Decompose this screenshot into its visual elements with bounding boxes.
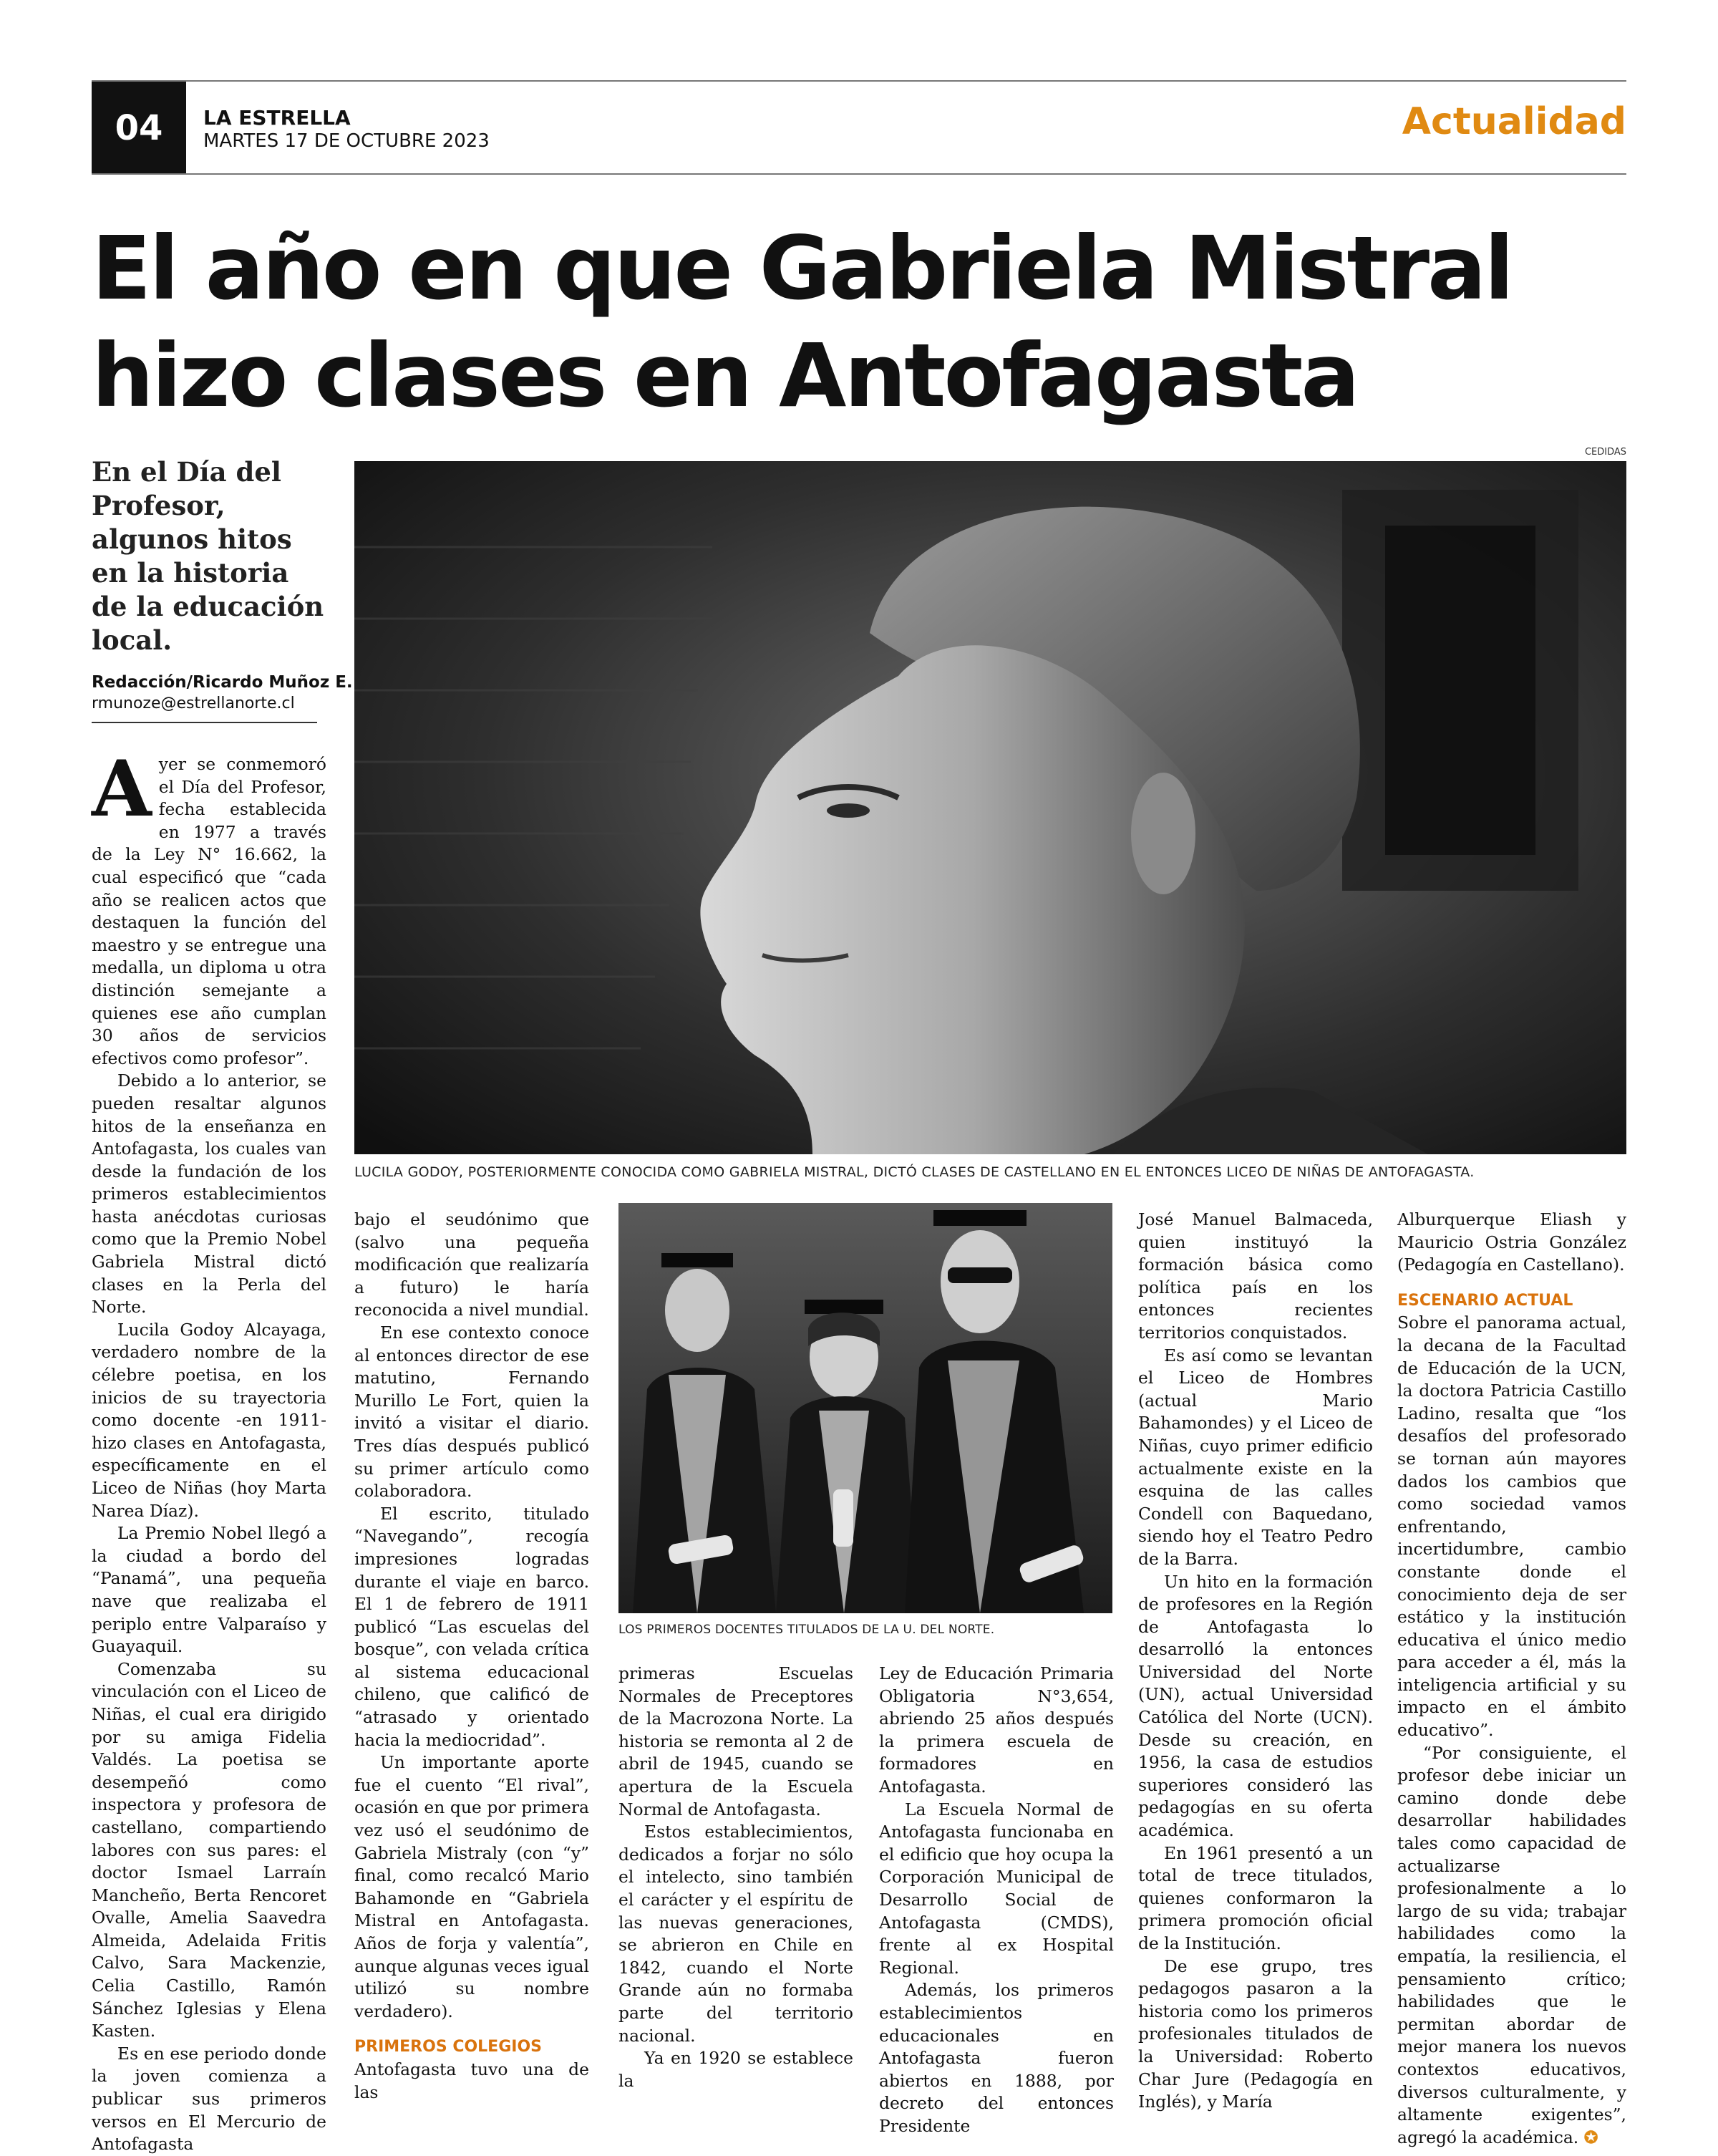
article-column-1 xyxy=(92,744,326,2156)
paragraph: Ya en 1920 se establece la xyxy=(618,2048,853,2091)
photo-credit: CEDIDAS xyxy=(1584,447,1626,458)
paper-date: MARTES 17 DE OCTUBRE 2023 xyxy=(203,130,490,152)
author-email: rmunoze@estrellanorte.cl xyxy=(92,695,295,712)
headline-line-2: hizo clases en Antofagasta xyxy=(92,325,1358,427)
paragraph: Antofagasta tuvo una de las xyxy=(354,2059,589,2102)
paragraph: Lucila Godoy Alcayaga, verdadero nombre de la célebre poetisa, en los inicios de su trayectoria como docente -en 1911- hizo clases en Antofagasta, específicamente en el Liceo de Niñas (hoy Marta Narea Díaz). xyxy=(92,1319,326,1521)
graduation-photo-caption: LOS PRIMEROS DOCENTES TITULADOS DE LA U. DEL NORTE. xyxy=(618,1623,995,1637)
paragraph: Estos establecimientos, dedicados a forjar no sólo el intelecto, sino también el carácter y el espíritu de las nuevas generaciones, se abrieron en Chile en 1842, cuando el Norte Grande aún no formaba parte del territorio nacional. xyxy=(618,1822,853,2046)
paragraph: Ley de Educación Primaria Obligatoria N°3,654, abriendo 25 años después la primera escuela de formadores en Antofagasta. xyxy=(879,1663,1114,1797)
paragraph: Sobre el panorama actual, la decana de la Facultad de Educación de la UCN, la doctora Patricia Castillo Ladino, resalta que “los desafíos del profesorado se tornan aún mayores dados los cambios que como sociedad vamos enfrentando, incertidumbre, cambio constante donde el conocimiento deja de ser estático y la institución educativa el único medio para acceder a él, más la inteligencia artificial y su impacto en el ámbito educativo”. xyxy=(1397,1313,1626,1741)
headline xyxy=(92,215,1626,430)
subsection-heading-escenario-actual: ESCENARIO ACTUAL xyxy=(1397,1291,1573,1310)
paragraph: yer se conmemoró el Día del Profesor, fecha establecida en 1977 a través de la Ley N° 16.662, la cual especificó que “cada año se realicen actos que destaquen la función del maestro y se entregue una medalla, un diploma u otra distinción semejante a quienes ese año cumplan 30 años de servicios efectivos como profesor”. xyxy=(92,754,326,1068)
top-rule xyxy=(92,80,1626,82)
paragraph: José Manuel Balmaceda, quien instituyó la formación básica como política país en los entonces recientes territorios conquistados. xyxy=(1138,1209,1373,1343)
graduation-illustration xyxy=(618,1203,1112,1613)
paragraph: La Escuela Normal de Antofagasta funcionaba en el edificio que hoy ocupa la Corporación Municipal de Desarrollo Social de Antofagasta (CMDS), frente al ex Hospital Regional. xyxy=(879,1799,1114,1978)
graduation-photo xyxy=(618,1203,1112,1613)
paper-name: LA ESTRELLA xyxy=(203,106,351,130)
paragraph: La Premio Nobel llegó a la ciudad a bordo del “Panamá”, una pequeña nave que realizaba el periplo entre Valparaíso y Guayaquil. xyxy=(92,1523,326,1657)
paragraph: El escrito, titulado “Navegando”, recogía impresiones logradas durante el viaje en barco. El 1 de febrero de 1911 publicó “Las escuelas del bosque”, con velada crítica al sistema educacional chileno, que calificó de “atrasado y orientado hacia la mediocridad”. xyxy=(354,1503,589,1750)
article-column-5 xyxy=(1138,1209,1373,2114)
paragraph: Un hito en la formación de profesores en la Región de Antofagasta lo desarrolló la entonces Universidad del Norte (UN), actual Universidad Católica del Norte (UCN). Desde su creación, en 1956, la casa de estudios superiores consideró las pedagogías en su oferta académica. xyxy=(1138,1571,1373,1841)
drop-cap: A xyxy=(92,744,152,834)
article-column-3 xyxy=(618,1663,853,2092)
section-name: Actualidad xyxy=(1402,100,1626,143)
article-column-4 xyxy=(879,1663,1114,2137)
byline: Redacción/Ricardo Muñoz E. xyxy=(92,673,353,692)
paragraph: Comenzaba su vinculación con el Liceo de Niñas, el cual era dirigido por su amiga Fidelia Valdés. La poetisa se desempeñó como inspectora y profesora de castellano, compartiendo labores con sus pares: el doctor Ismael Larraín Mancheño, Berta Rencoret Ovalle, Amelia Saavedra Almeida, Adelaida Fritis Calvo, Sara Mackenzie, Celia Castillo, Ramón Sánchez Iglesias y Elena Kasten. xyxy=(92,1658,326,2041)
headline-line-1: El año en que Gabriela Mistral xyxy=(92,218,1513,319)
article-column-2 xyxy=(354,1209,589,2104)
subhead: En el Día del Profesor, algunos hitos en la historia de la educación local. xyxy=(92,456,324,656)
paragraph: Debido a lo anterior, se pueden resaltar algunos hitos de la enseñanza en Antofagasta, los cuales van desde la fundación de los primeros establecimientos hasta anécdotas curiosas como que la Premio Nobel Gabriela Mistral dictó clases en la Perla del Norte. xyxy=(92,1070,326,1318)
article-column-6 xyxy=(1397,1209,1626,2149)
paragraph: bajo el seudónimo que (salvo una pequeña modificación que realizaría a futuro) le haría reconocida a nivel mundial. xyxy=(354,1209,589,1320)
paragraph: En 1961 presentó a un total de trece titulados, quienes conformaron la primera promoción oficial de la Institución. xyxy=(1138,1842,1373,1953)
main-photo-gabriela-mistral xyxy=(354,461,1626,1154)
paragraph: En ese contexto conoce al entonces director de ese matutino, Fernando Murillo Le Fort, quien la invitó a visitar el diario. Tres días después publicó su primer artículo como colaboradora. xyxy=(354,1322,589,1502)
header-rule xyxy=(92,173,1626,175)
main-photo-caption: LUCILA GODOY, POSTERIORMENTE CONOCIDA COMO GABRIELA MISTRAL, DICTÓ CLASES DE CASTELLANO EN EL ENTONCES LICEO DE NIÑAS DE ANTOFAGASTA. xyxy=(354,1164,1475,1180)
paragraph: De ese grupo, tres pedagogos pasaron a la historia como los primeros profesionales titulados de la Universidad: Roberto Char Jure (Pedagogía en Inglés), y María xyxy=(1138,1956,1373,2112)
paragraph: Alburquerque Eliash y Mauricio Ostria González (Pedagogía en Castellano). xyxy=(1397,1209,1626,1275)
paragraph: Es así como se levantan el Liceo de Hombres (actual Mario Bahamondes) y el Liceo de Niñas, cuyo primer edificio actualmente existe en la esquina de las calles Condell con Baquedano, siendo hoy el Teatro Pedro de la Barra. xyxy=(1138,1345,1373,1569)
portrait-illustration xyxy=(354,461,1626,1154)
paragraph: Además, los primeros establecimientos educacionales en Antofagasta fueron abiertos en 1888, por decreto del entonces Presidente xyxy=(879,1980,1114,2136)
page-number: 04 xyxy=(92,82,186,175)
end-mark-icon: ✪ xyxy=(1583,2127,1598,2147)
subsection-heading-primeros-colegios: PRIMEROS COLEGIOS xyxy=(354,2038,543,2056)
paragraph: Es en ese periodo donde la joven comienza a publicar sus primeros versos en El Mercurio de Antofagasta xyxy=(92,2043,326,2155)
paragraph: “Por consiguiente, el profesor debe iniciar un camino donde debe desarrollar habilidades tales como capacidad de actualizarse profesionalmente a lo largo de su vida; trabajar habilidades como la empatía, la resiliencia, el pensamiento crítico; habilidades que le permitan abordar de mejor manera los nuevos contextos educativos, diversos culturalmente, y altamente exigentes”, agregó la académica. xyxy=(1397,1742,1626,2147)
paragraph: primeras Escuelas Normales de Preceptores de la Macrozona Norte. La historia se remonta al 2 de abril de 1945, cuando se apertura de la Escuela Normal de Antofagasta. xyxy=(618,1663,853,1819)
byline-rule xyxy=(92,722,317,723)
paragraph: Un importante aporte fue el cuento “El rival”, ocasión en que por primera vez usó el seudónimo de Gabriela Mistraly (con “y” final, como recalcó Mario Bahamonde en “Gabriela Mistral en Antofagasta. Años de forja y valentía”, aunque algunas veces igual utilizó su nombre verdadero). xyxy=(354,1752,589,2021)
